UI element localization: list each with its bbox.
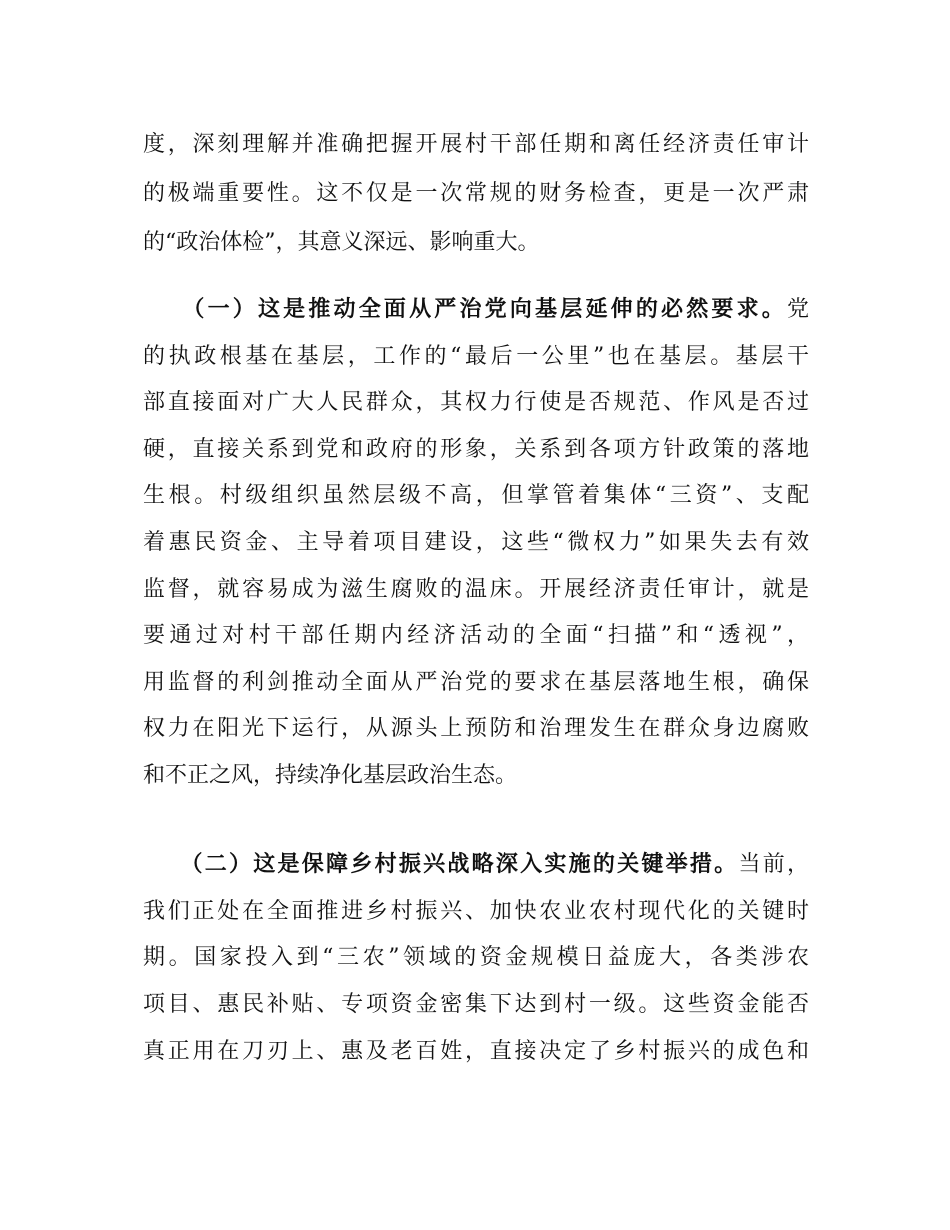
- text-line: [143, 295, 809, 325]
- text-line: 部直接面对广大人民群众，其权力行使是否规范、作风是否过: [143, 390, 809, 415]
- text-line: 期。国家投入到“三农”领域的资金规模日益庞大，各类涉农: [143, 945, 809, 970]
- text-line: 项目、惠民补贴、专项资金密集下达到村一级。这些资金能否: [143, 992, 809, 1017]
- text-line: 的执政根基在基层，工作的“最后一公里”也在基层。基层干: [143, 344, 809, 369]
- text-line: 我们正处在全面推进乡村振兴、加快农业农村现代化的关键时: [143, 899, 809, 924]
- text-run: 当前，: [738, 852, 809, 877]
- section-heading: （二）这是保障乡村振兴战略深入实施的关键举措。: [191, 852, 739, 877]
- section-heading: （一）这是推动全面从严治党向基层延伸的必然要求。: [193, 297, 787, 322]
- text-line: 生根。村级组织虽然层级不高，但掌管着集体“三资”、支配: [143, 483, 809, 508]
- text-line: 真正用在刀刃上、惠及老百姓，直接决定了乡村振兴的成色和: [143, 1039, 809, 1064]
- text-line: [143, 850, 809, 880]
- text-line: 硬，直接关系到党和政府的形象，关系到各项方针政策的落地: [143, 437, 809, 462]
- text-line: 权力在阳光下运行，从源头上预防和治理发生在群众身边腐败: [143, 716, 809, 741]
- text-line: 要通过对村干部任期内经济活动的全面“扫描”和“透视”，: [143, 623, 809, 648]
- text-line: 和不正之风，持续净化基层政治生态。: [143, 763, 518, 788]
- text-line: 用监督的利剑推动全面从严治党的要求在基层落地生根，确保: [143, 670, 809, 695]
- text-line: 着惠民资金、主导着项目建设，这些“微权力”如果失去有效: [143, 530, 809, 555]
- text-line: 的“政治体检”，其意义深远、影响重大。: [143, 230, 540, 255]
- text-line: 监督，就容易成为滋生腐败的温床。开展经济责任审计，就是: [143, 577, 809, 602]
- indent: [143, 297, 193, 322]
- indent: [143, 852, 192, 877]
- text-line: 度，深刻理解并准确把握开展村干部任期和离任经济责任审计: [143, 132, 809, 157]
- text-run: 党: [786, 297, 809, 322]
- text-line: 的极端重要性。这不仅是一次常规的财务检查，更是一次严肃: [143, 181, 809, 206]
